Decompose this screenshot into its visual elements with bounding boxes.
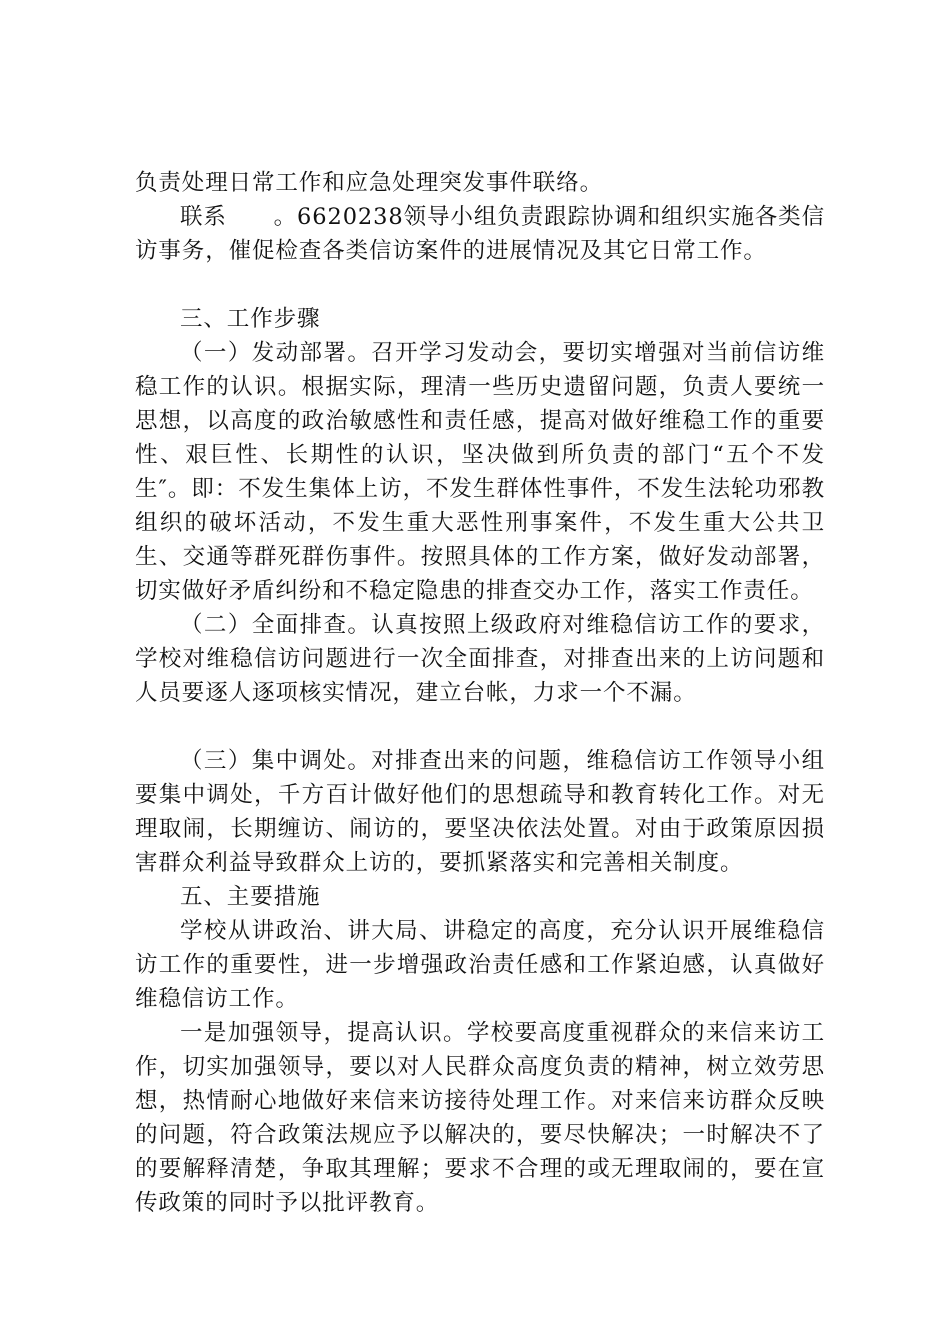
- section-heading-work-steps: 三、工作步骤: [180, 306, 321, 332]
- paragraph-step-2: （二）全面排查。认真按照上级政府对维稳信访工作的要求，学校对维稳信访问题进行一次全面排查，对排查出来的上访问题和人员要逐人逐项核实情况，建立台帐，力求一个不漏。: [135, 612, 825, 706]
- paragraph-gap: [135, 268, 825, 302]
- section-heading-main-measures: 五、主要措施: [180, 884, 321, 910]
- paragraph-gap: [135, 710, 825, 744]
- paragraph-step-3: （三）集中调处。对排查出来的问题，维稳信访工作领导小组要集中调处，千方百计做好他们的思想疏导和教育转化工作。对无理取闹，长期缠访、闹访的，要坚决依法处置。对由于政策原因损害群众利益导致群众上访的，要抓紧落实和完善相关制度。: [135, 748, 825, 876]
- paragraph-measures-intro: 学校从讲政治、讲大局、讲稳定的高度，充分认识开展维稳信访工作的重要性，进一步增强政治责任感和工作紧迫感，认真做好维稳信访工作。: [135, 918, 825, 1012]
- paragraph-measure-1: 一是加强领导，提高认识。学校要高度重视群众的来信来访工作，切实加强领导，要以对人民群众高度负责的精神，树立效劳思想，热情耐心地做好来信来访接待处理工作。对来信来访群众反映的问题，符合政策法规应予以解决的，要尽快解决；一时解决不了的要解释清楚，争取其理解；要求不合理的或无理取闹的，要在宣传政策的同时予以批评教育。: [135, 1020, 825, 1216]
- paragraph-continuation: 负责处理日常工作和应急处理突发事件联络。: [135, 170, 604, 196]
- paragraph-contact: 联系 。6620238领导小组负责跟踪协调和组织实施各类信访事务，催促检查各类信访案件的进展情况及其它日常工作。: [135, 204, 825, 264]
- document-body: [135, 166, 825, 1220]
- paragraph-step-1: （一）发动部署。召开学习发动会，要切实增强对当前信访维稳工作的认识。根据实际，理清一些历史遗留问题，负责人要统一思想，以高度的政治敏感性和责任感，提高对做好维稳工作的重要性、艰巨性、长期性的认识，坚决做到所负责的部门“五个不发生″。即：不发生集体上访，不发生群体性事件，不发生法轮功邪教组织的破坏活动，不发生重大恶性刑事案件，不发生重大公共卫生、交通等群死群伤事件。按照具体的工作方案，做好发动部署，切实做好矛盾纠纷和不稳定隐患的排查交办工作，落实工作责任。: [135, 340, 825, 604]
